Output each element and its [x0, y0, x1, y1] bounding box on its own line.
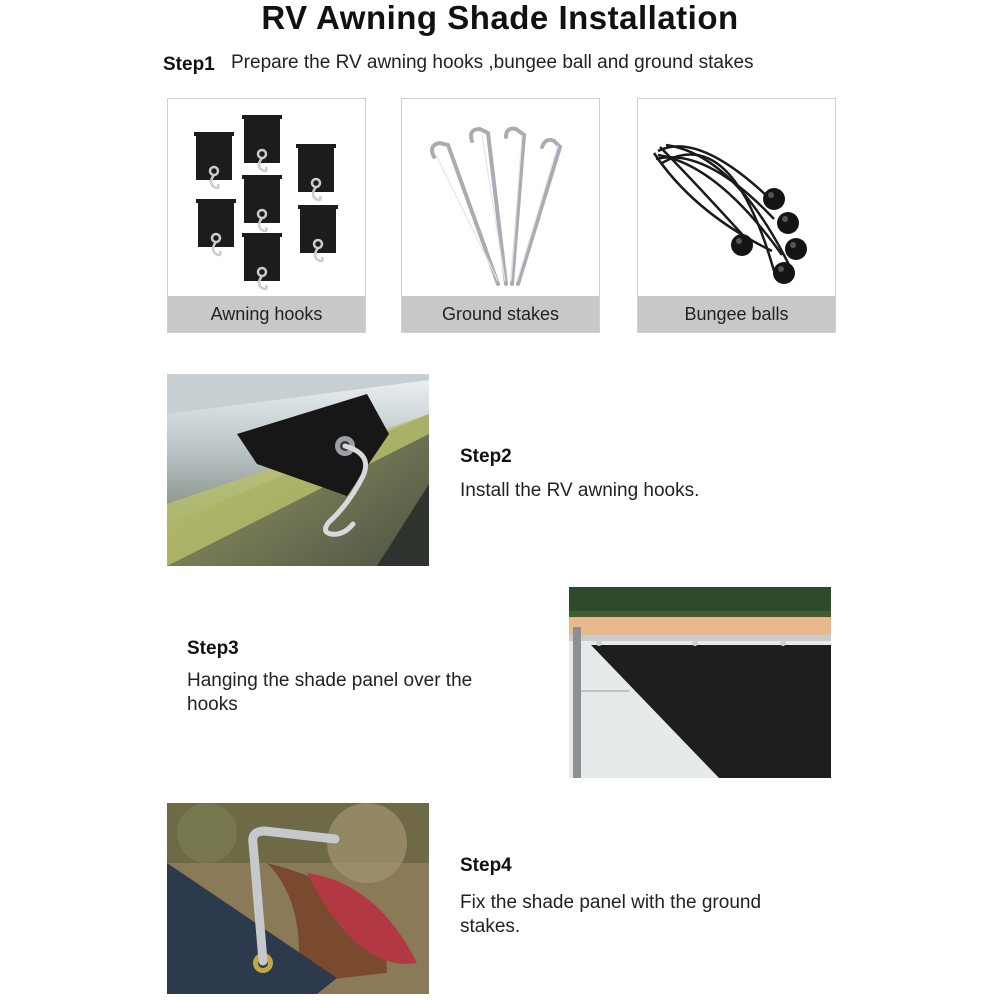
ground-stakes-card: [401, 98, 600, 333]
step2-photo-install-hook: [167, 374, 429, 566]
step4-text-line2: stakes.: [460, 916, 521, 937]
step3-text-line1: Hanging the shade panel over the: [187, 670, 473, 691]
awning-hooks-card: [167, 98, 366, 333]
step4-text-line1: Fix the shade panel with the ground: [460, 892, 762, 913]
step1-text: Prepare the RV awning hooks ,bungee ball and ground stakes: [231, 52, 754, 73]
ground-stakes-image: [402, 99, 599, 298]
awning-hooks-caption: Awning hooks: [168, 296, 365, 332]
bungee-balls-caption: Bungee balls: [638, 296, 835, 332]
page-title: RV Awning Shade Installation: [261, 0, 739, 36]
step2-label: Step2: [460, 446, 512, 467]
bungee-balls-card: [637, 98, 836, 333]
bungee-balls-image: [638, 99, 835, 298]
step4-label: Step4: [460, 855, 512, 876]
step4-photo-ground-stake: [167, 803, 429, 994]
step3-label: Step3: [187, 638, 239, 659]
step3-photo-hanging-panel: [569, 587, 831, 778]
step1-label: Step1: [163, 54, 215, 75]
step2-text: Install the RV awning hooks.: [460, 480, 700, 501]
awning-hooks-image: [168, 99, 365, 298]
step3-text-line2: hooks: [187, 694, 238, 715]
ground-stakes-caption: Ground stakes: [402, 296, 599, 332]
